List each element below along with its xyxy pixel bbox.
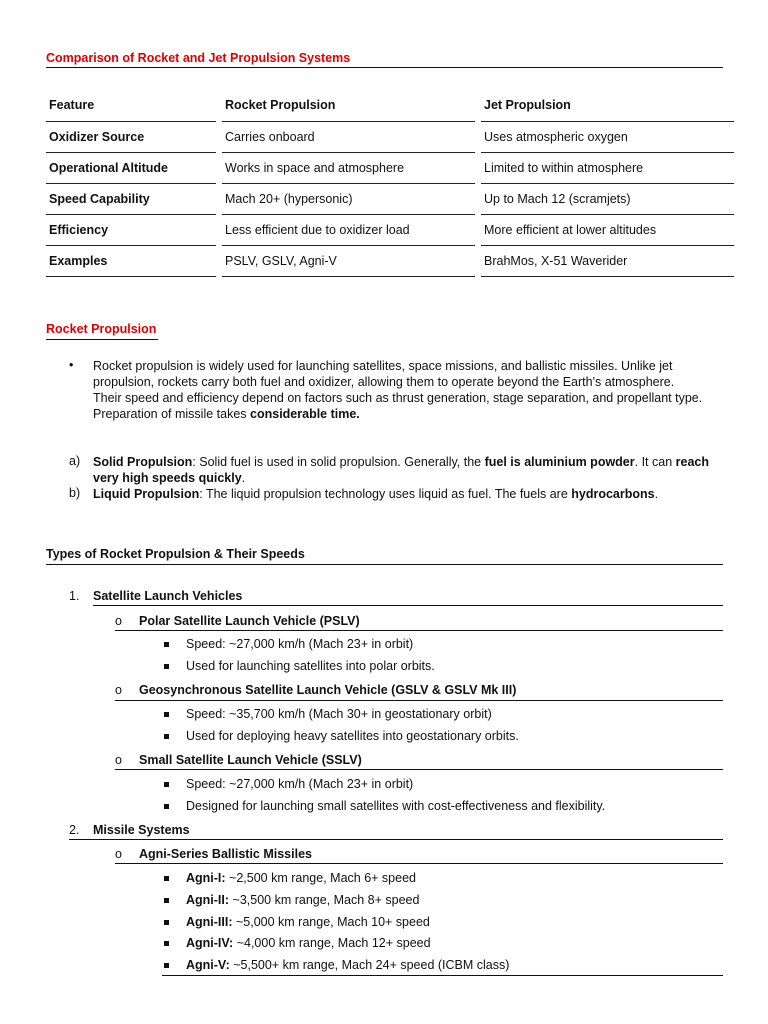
table-header-rocket: Rocket Propulsion <box>222 90 475 121</box>
table-cell-rocket: Carries onboard <box>222 121 475 152</box>
table-cell-rocket: Works in space and atmosphere <box>222 152 475 183</box>
list-item: Used for launching satellites into polar orbits. <box>186 659 435 673</box>
list-item: Agni-V: ~5,500+ km range, Mach 24+ speed (ICBM class) <box>186 958 510 972</box>
liquid-propulsion-label: Liquid Propulsion <box>93 487 200 501</box>
square-bullet-icon <box>164 664 169 669</box>
section-heading-rocket: Rocket Propulsion <box>46 322 157 336</box>
list-marker-1: 1. <box>69 589 80 603</box>
title-rule <box>46 67 723 68</box>
square-bullet-icon <box>164 782 169 787</box>
paragraph-line: propulsion, rockets carry both fuel and oxidizer, allowing them to operate beyond the Earth's atmosphere. <box>93 375 675 389</box>
subcategory-rule <box>115 863 723 864</box>
list-marker-a: a) <box>69 454 81 468</box>
table-row <box>46 121 734 152</box>
comparison-table <box>46 90 734 277</box>
table-cell-jet: Limited to within atmosphere <box>481 152 734 183</box>
list-marker-o: o <box>115 614 122 628</box>
square-bullet-icon <box>164 941 169 946</box>
list-item: Designed for launching small satellites with cost-effectiveness and flexibility. <box>186 799 606 813</box>
list-marker-o: o <box>115 683 122 697</box>
subcategory-rule <box>115 630 723 631</box>
solid-propulsion-item: Solid Propulsion: Solid fuel is used in solid propulsion. Generally, the fuel is aluminium powder. It can reach very high speeds quickly. <box>93 455 709 485</box>
list-marker-b: b) <box>69 486 81 500</box>
section-heading-rule <box>46 339 158 340</box>
list-item: Agni-IV: ~4,000 km range, Mach 12+ speed <box>186 936 431 950</box>
square-bullet-icon <box>164 920 169 925</box>
liquid-propulsion-item: Liquid Propulsion: The liquid propulsion technology uses liquid as fuel. The fuels are hydrocarbons. <box>93 487 659 501</box>
list-item: Speed: ~27,000 km/h (Mach 23+ in orbit) <box>186 637 414 651</box>
table-header-jet: Jet Propulsion <box>481 90 734 121</box>
paragraph-line: Rocket propulsion is widely used for launching satellites, space missions, and ballistic missiles. Unlike jet <box>93 359 673 373</box>
table-cell-feature: Examples <box>46 245 216 276</box>
table-cell-rocket: Mach 20+ (hypersonic) <box>222 183 475 214</box>
list-marker-o: o <box>115 847 122 861</box>
category-satellite-launch-vehicles: Satellite Launch Vehicles <box>93 589 243 603</box>
table-row <box>46 183 734 214</box>
category-rule <box>93 605 723 606</box>
types-heading-rule <box>46 564 723 565</box>
category-missile-systems: Missile Systems <box>93 823 190 837</box>
table-cell-feature: Operational Altitude <box>46 152 216 183</box>
square-bullet-icon <box>164 804 169 809</box>
list-item: Agni-III: ~5,000 km range, Mach 10+ speed <box>186 915 430 929</box>
list-item: Agni-I: ~2,500 km range, Mach 6+ speed <box>186 871 416 885</box>
subcategory-pslv: Polar Satellite Launch Vehicle (PSLV) <box>139 614 360 628</box>
category-rule <box>69 839 723 840</box>
table-row <box>46 214 734 245</box>
paragraph-line: Their speed and efficiency depend on factors such as thrust generation, stage separation, and propellant type. <box>93 391 703 405</box>
types-heading: Types of Rocket Propulsion & Their Speeds <box>46 547 305 561</box>
square-bullet-icon <box>164 963 169 968</box>
subcategory-sslv: Small Satellite Launch Vehicle (SSLV) <box>139 753 362 767</box>
table-header-row <box>46 90 734 121</box>
table-cell-jet: More efficient at lower altitudes <box>481 214 734 245</box>
table-cell-feature: Speed Capability <box>46 183 216 214</box>
subcategory-rule <box>115 769 723 770</box>
subcategory-gslv: Geosynchronous Satellite Launch Vehicle (GSLV & GSLV Mk III) <box>139 683 517 697</box>
rocket-paragraph <box>93 358 733 422</box>
paragraph-line: Preparation of missile takes considerable time. <box>93 407 360 421</box>
square-bullet-icon <box>164 898 169 903</box>
list-item: Agni-II: ~3,500 km range, Mach 8+ speed <box>186 893 420 907</box>
table-header-feature: Feature <box>46 90 216 121</box>
table-row <box>46 152 734 183</box>
square-bullet-icon <box>164 876 169 881</box>
list-item: Speed: ~27,000 km/h (Mach 23+ in orbit) <box>186 777 414 791</box>
document-title: Comparison of Rocket and Jet Propulsion Systems <box>46 51 351 65</box>
table-cell-jet: Up to Mach 12 (scramjets) <box>481 183 734 214</box>
solid-propulsion-label: Solid Propulsion <box>93 455 193 469</box>
table-cell-jet: BrahMos, X-51 Waverider <box>481 245 734 276</box>
square-bullet-icon <box>164 642 169 647</box>
subcategory-rule <box>115 700 723 701</box>
list-marker-o: o <box>115 753 122 767</box>
list-item: Speed: ~35,700 km/h (Mach 30+ in geostationary orbit) <box>186 707 492 721</box>
list-item: Used for deploying heavy satellites into geostationary orbits. <box>186 729 519 743</box>
table-cell-jet: Uses atmospheric oxygen <box>481 121 734 152</box>
list-end-rule <box>162 975 723 976</box>
table-cell-feature: Efficiency <box>46 214 216 245</box>
bullet-icon: • <box>69 358 74 372</box>
subcategory-agni: Agni-Series Ballistic Missiles <box>139 847 312 861</box>
table-cell-rocket: PSLV, GSLV, Agni-V <box>222 245 475 276</box>
table-row <box>46 245 734 276</box>
square-bullet-icon <box>164 734 169 739</box>
list-marker-2: 2. <box>69 823 80 837</box>
square-bullet-icon <box>164 712 169 717</box>
table-cell-feature: Oxidizer Source <box>46 121 216 152</box>
table-cell-rocket: Less efficient due to oxidizer load <box>222 214 475 245</box>
